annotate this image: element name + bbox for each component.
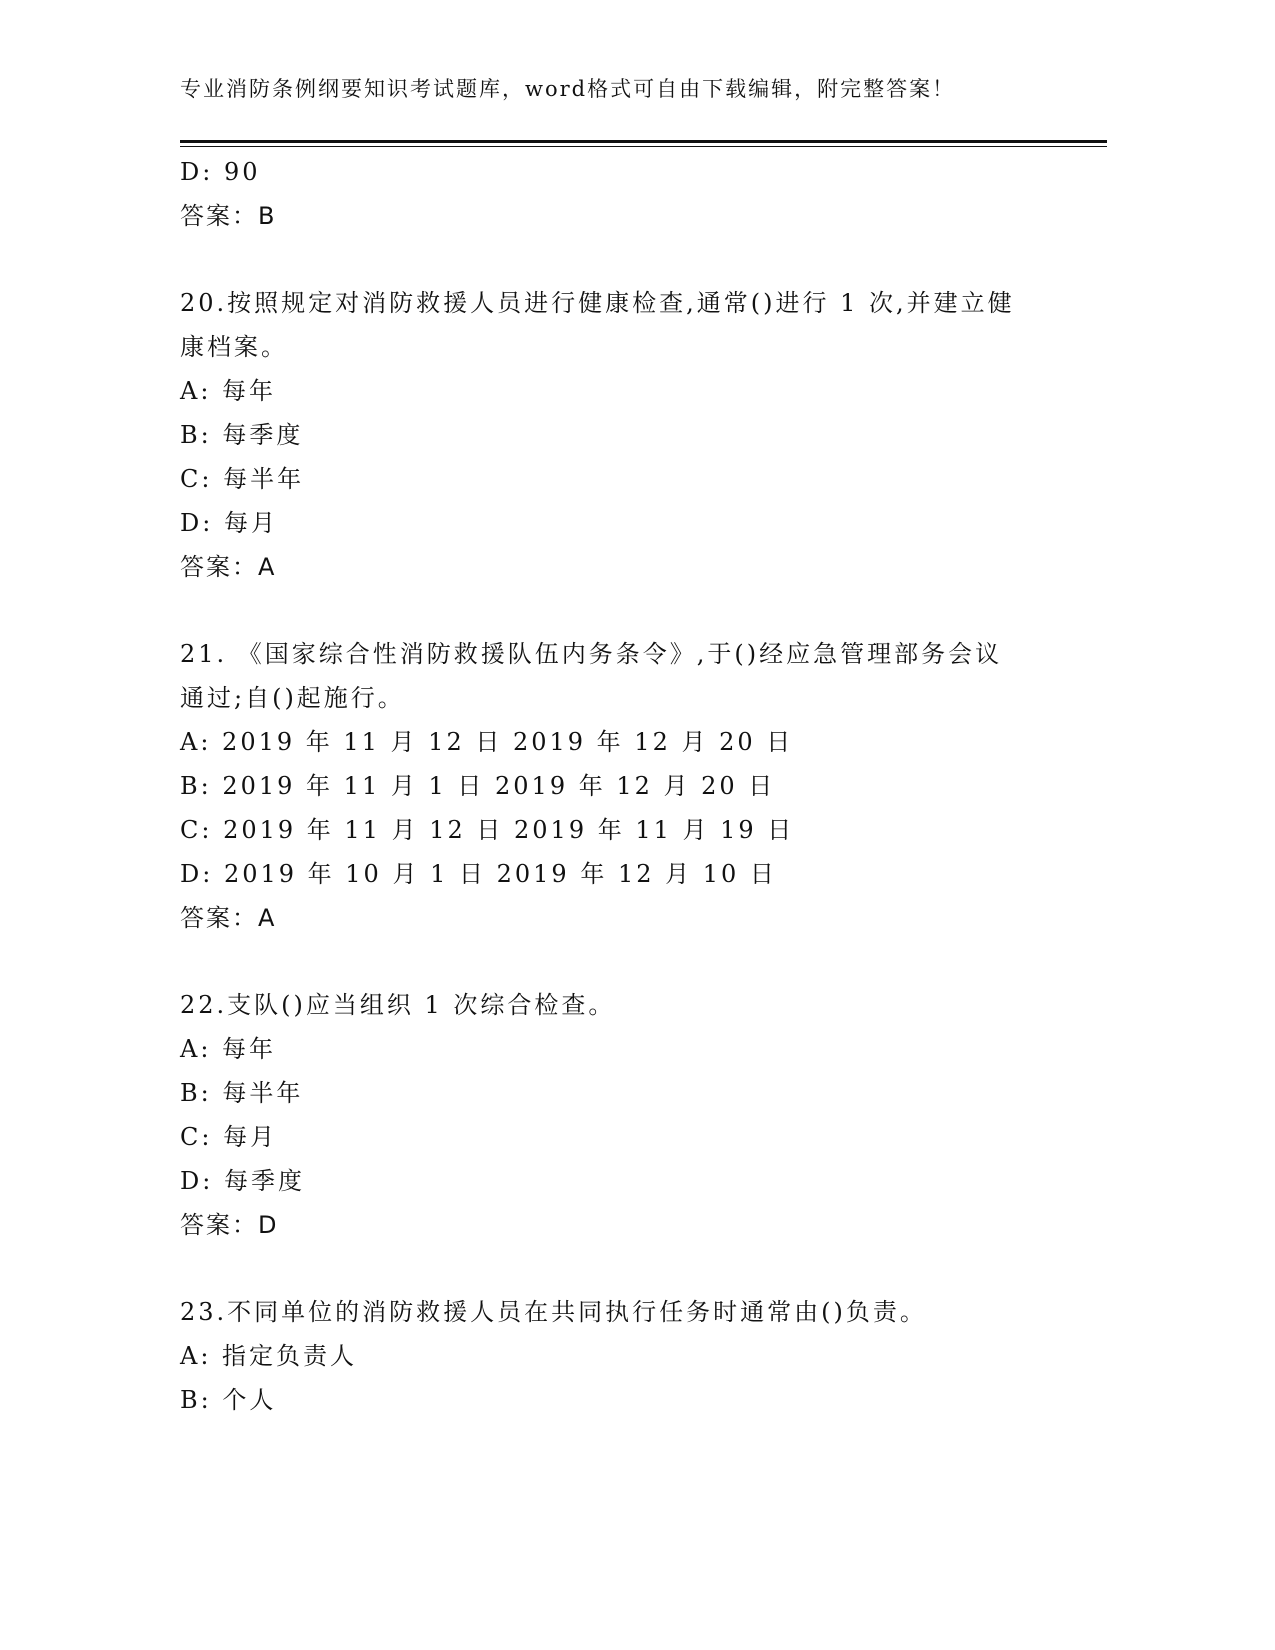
- option-d: D: 每季度: [180, 1167, 305, 1195]
- question-23: [180, 1290, 1080, 1422]
- option-b: B: 每半年: [180, 1079, 304, 1107]
- option-d: D: 每月: [180, 509, 278, 537]
- page-header: 专业消防条例纲要知识考试题库，word格式可自由下载编辑，附完整答案！: [180, 77, 956, 101]
- answer-label: 答案：A: [180, 904, 277, 932]
- option-c: C: 每半年: [180, 465, 305, 493]
- question-stem: 23.不同单位的消防救援人员在共同执行任务时通常由()负责。: [180, 1298, 927, 1326]
- question-20: [180, 281, 1080, 589]
- option-c: C: 2019 年 11 月 12 日 2019 年 11 月 19 日: [180, 816, 795, 844]
- option-d: D: 90: [180, 158, 261, 186]
- question-22: [180, 983, 1080, 1247]
- answer-label: 答案：A: [180, 553, 277, 581]
- option-a: A: 每年: [180, 1035, 277, 1063]
- option-a: A: 指定负责人: [180, 1342, 358, 1370]
- option-b: B: 个人: [180, 1386, 277, 1414]
- question-stem: 22.支队()应当组织 1 次综合检查。: [180, 991, 616, 1019]
- option-c: C: 每月: [180, 1123, 278, 1151]
- question-stem-continued: 康档案。: [180, 333, 288, 361]
- question-21: [180, 632, 1080, 940]
- answer-label: 答案：D: [180, 1211, 279, 1239]
- option-a: A: 2019 年 11 月 12 日 2019 年 12 月 20 日: [180, 728, 794, 756]
- header-divider-thick: [180, 140, 1107, 143]
- option-b: B: 2019 年 11 月 1 日 2019 年 12 月 20 日: [180, 772, 776, 800]
- carryover-block: [180, 150, 1080, 238]
- option-a: A: 每年: [180, 377, 277, 405]
- question-stem-continued: 通过;自()起施行。: [180, 684, 405, 712]
- header-divider-thin: [180, 146, 1107, 147]
- option-b: B: 每季度: [180, 421, 304, 449]
- answer-label: 答案：B: [180, 202, 277, 230]
- question-stem: 20.按照规定对消防救援人员进行健康检查,通常()进行 1 次,并建立健: [180, 289, 1015, 317]
- question-stem: 21. 《国家综合性消防救援队伍内务条令》,于()经应急管理部务会议: [180, 640, 1003, 668]
- document-body: [180, 150, 1080, 1422]
- option-d: D: 2019 年 10 月 1 日 2019 年 12 月 10 日: [180, 860, 777, 888]
